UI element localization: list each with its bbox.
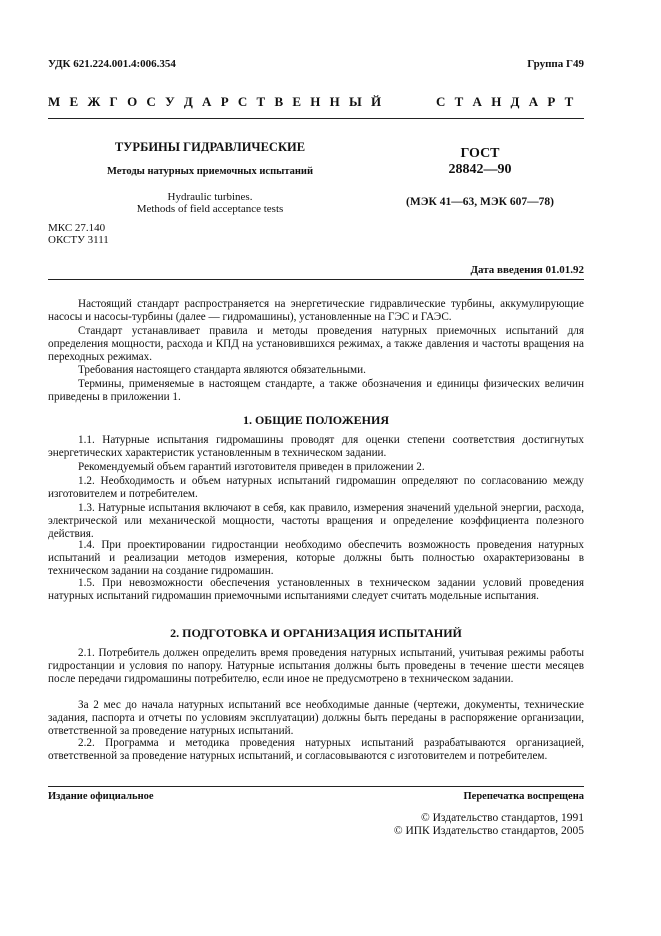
section-1-text-5: 1.4. При проектировании гидростанции необходимо обеспечить возможность проведения натурных испытаний и реализации методов измерения, которые должны быть полностью охарактеризованы в техническом задании на создание гидромашин. (48, 539, 584, 578)
gost-label: ГОСТ (460, 146, 500, 161)
section-2-paragraph (48, 737, 584, 763)
intro-text-2: Стандарт устанавливает правила и методы проведения натурных приемочных испытаний для определения мощности, расхода и КПД на установившихся режимах, а также давления и частоты вращения на переходных режимах. (48, 325, 584, 364)
iec-reference: (МЭК 41—63, МЭК 607—78) (406, 196, 554, 208)
section-1-text-2: Рекомендуемый объем гарантий изготовителя приведен в приложении 2. (78, 461, 425, 473)
header-rule (48, 118, 584, 119)
title-en-line1: Hydraulic turbines. (167, 191, 253, 203)
title-sub: Методы натурных приемочных испытаний (106, 166, 314, 177)
gost-number: 28842—90 (448, 162, 512, 177)
section-1-text-4: 1.3. Натурные испытания включают в себя, как правило, измерения значений удельной энергии, расхода, электрической или механической мощности, частоты вращения и определение коэффициента полезного действия. (48, 502, 584, 541)
section-1-text-3: 1.2. Необходимость и объем натурных испытаний гидромашин определяют по согласованию между изготовителем и потребителем. (48, 475, 584, 501)
intro-text-3: Требования настоящего стандарта являются обязательными. (78, 364, 366, 376)
section-2-text-3: 2.2. Программа и методика проведения натурных испытаний разрабатываются организацией, ответственной за проведение натурных испытаний, и согласовываются с изготовителем и потребителем. (48, 737, 584, 763)
mks-code: МКС 27.140 (48, 222, 106, 234)
intro-date (470, 264, 584, 276)
group-code: Группа Г49 (527, 58, 584, 70)
interstate-label: М Е Ж Г О С У Д А Р С Т В Е Н Н Ы Й (48, 94, 385, 109)
intro-paragraph (48, 325, 584, 365)
official-edition: Издание официальное (48, 791, 154, 802)
intro-paragraph (48, 298, 584, 324)
intro-paragraph (48, 378, 584, 404)
copyright-2005: © ИПК Издательство стандартов, 2005 (393, 825, 584, 837)
section-1-paragraph (48, 502, 584, 542)
section-1-paragraph (48, 434, 584, 460)
copyright-1991: © Издательство стандартов, 1991 (420, 812, 584, 824)
section-1-text-6: 1.5. При невозможности обеспечения установленных в техническом задании условий проведения натурных испытаний гидромашин приемочными испытаниями следует считать модельные испытания. (48, 577, 584, 603)
intro-text-1: Настоящий стандарт распространяется на энергетические гидравлические турбины, аккумулирующие насосы и насосы-турбины (далее — гидромашины), установленные на ГЭС и ГАЭС. (48, 298, 584, 324)
section-2-paragraph (48, 699, 584, 739)
udk-code: УДК 621.224.001.4:006.354 (48, 58, 176, 70)
section-2-text-2: За 2 мес до начала натурных испытаний все необходимые данные (чертежи, документы, технические задания, паспорта и отчеты по условиям эксплуатации) должны быть переданы в распоряжение организации, ответственной за проведение натурных испытаний. (48, 699, 584, 738)
section-1-paragraph (48, 461, 584, 474)
section-2-text-1: 2.1. Потребитель должен определить время проведения натурных испытаний, учитывая режимы работы гидростанции и условия по напору. Натурные испытания должны быть проведены в течение шести месяцев после передачи гидромашины потребителю, если иное не предусмотрено в техническом задании. (48, 647, 584, 686)
footer-rule (48, 786, 584, 787)
reprint-notice: Перепечатка воспрещена (463, 791, 584, 802)
section-1-text-1: 1.1. Натурные испытания гидромашины проводят для оценки степени соответствия достигнутых энергетических характеристик установленным в техническом задании. (48, 434, 584, 460)
intro-text-4: Термины, применяемые в настоящем стандарте, а также обозначения и единицы физических величин приведены в приложении 1. (48, 378, 584, 404)
section-2-heading: 2. ПОДГОТОВКА И ОРГАНИЗАЦИЯ ИСПЫТАНИЙ (170, 626, 462, 640)
title-en-line2: Methods of field acceptance tests (136, 203, 284, 215)
section-1-paragraph (48, 577, 584, 603)
standard-label: С Т А Н Д А Р Т (436, 94, 577, 109)
intro-date-label: Дата введения (470, 264, 543, 276)
intro-paragraph (48, 364, 584, 377)
intro-date-value: 01.01.92 (545, 264, 584, 276)
section-1-paragraph (48, 475, 584, 501)
section-1-paragraph (48, 539, 584, 579)
title-rule (48, 279, 584, 280)
title-main: ТУРБИНЫ ГИДРАВЛИЧЕСКИЕ (114, 140, 306, 154)
section-2-paragraph (48, 647, 584, 687)
section-1-heading: 1. ОБЩИЕ ПОЛОЖЕНИЯ (242, 413, 390, 427)
okstu-code: ОКСТУ 3111 (48, 234, 109, 246)
